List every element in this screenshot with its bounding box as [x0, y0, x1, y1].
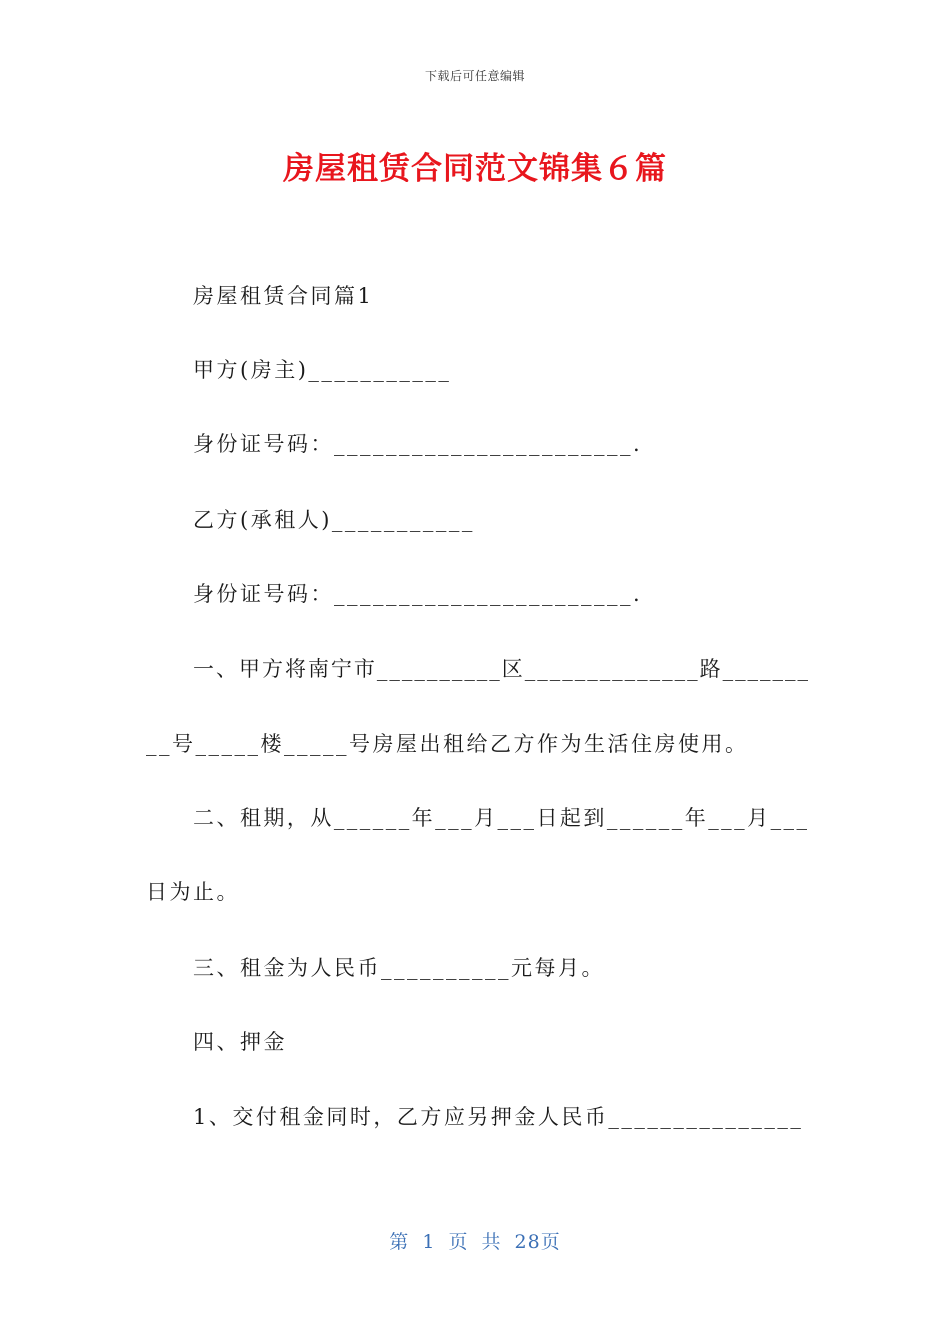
clause-4-item-1: 1、交付租金同时，乙方应另押金人民币_______________: [193, 1105, 804, 1129]
clause-3-line: 三、租金为人民币__________元每月。: [193, 956, 605, 980]
clause-4-heading: 四、押金: [193, 1030, 287, 1054]
party-b-line: 乙方(承租人)___________: [193, 508, 475, 532]
page-footer: 第 1 页 共 28页: [389, 1231, 561, 1253]
document-title: 房屋租赁合同范文锦集６篇: [283, 151, 667, 187]
clause-1-line: 一、甲方将南宁市__________区______________路_______: [193, 657, 810, 681]
party-a-line: 甲方(房主)___________: [193, 358, 452, 382]
party-b-id-line: 身份证号码：_______________________.: [193, 582, 643, 606]
header-note: 下载后可任意编辑: [424, 69, 525, 83]
clause-2-continuation: 日为止。: [146, 880, 240, 904]
clause-2-line: 二、租期，从______年___月___日起到______年___月___: [193, 806, 810, 830]
party-a-id-line: 身份证号码：_______________________.: [193, 432, 643, 456]
clause-1-continuation: __号_____楼_____号房屋出租给乙方作为生活住房使用。: [146, 732, 749, 756]
section-heading: 房屋租赁合同篇1: [193, 284, 374, 308]
